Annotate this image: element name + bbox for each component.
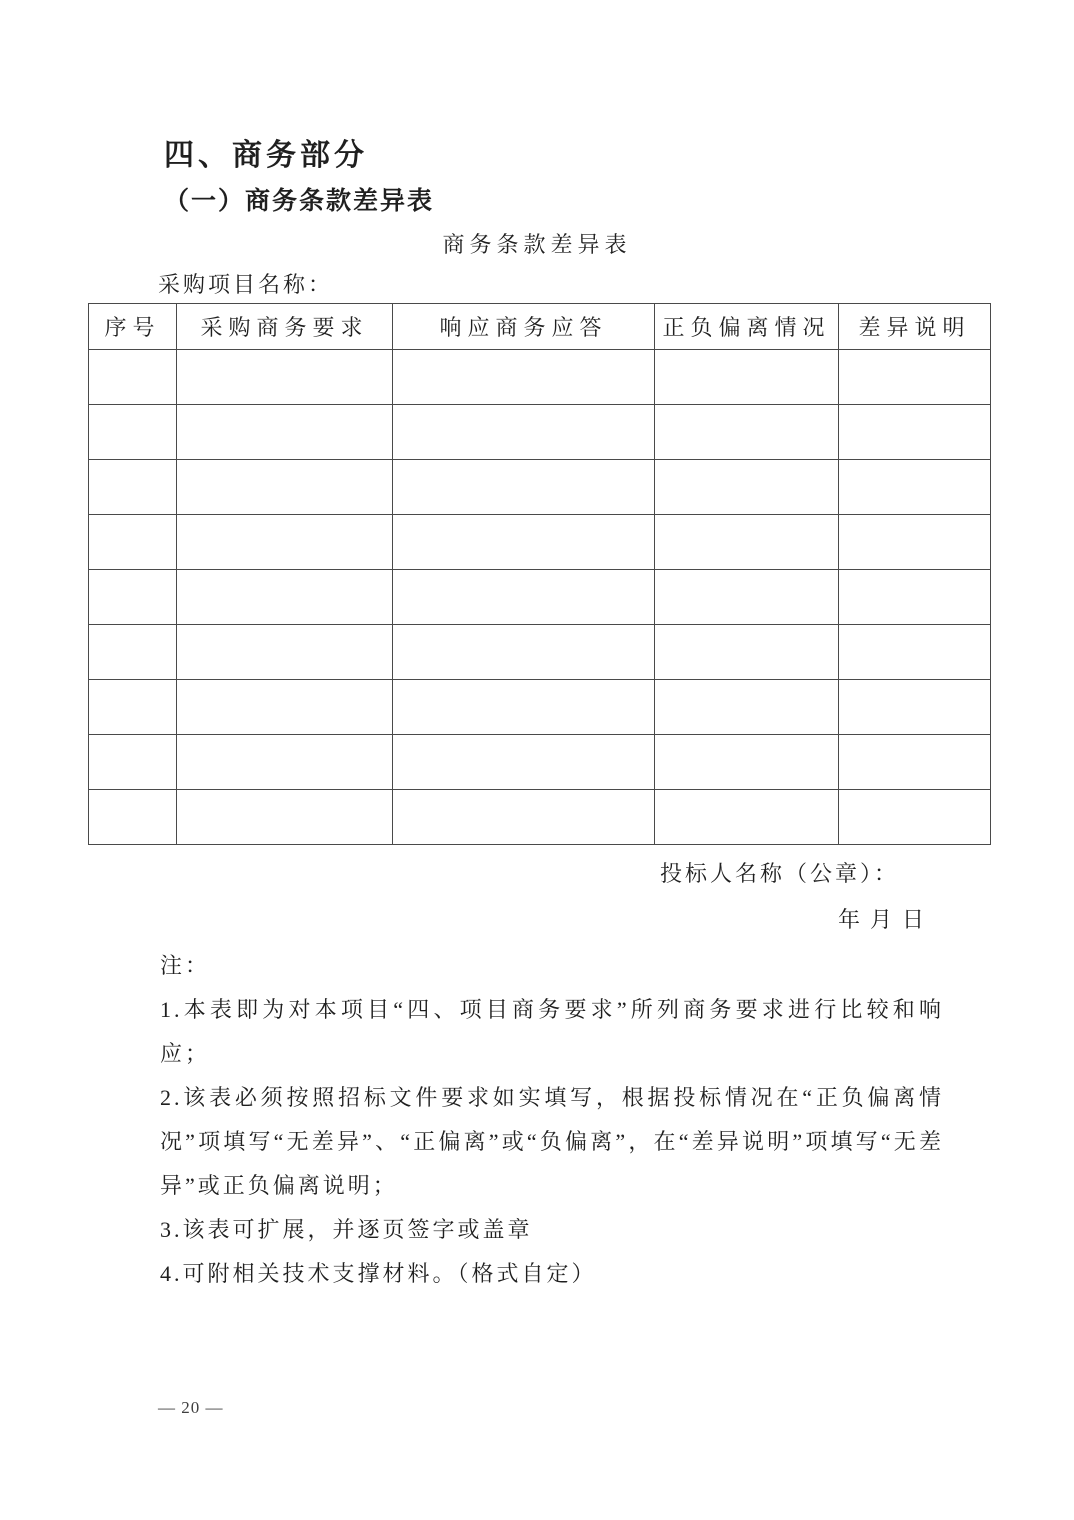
table-row — [89, 405, 991, 460]
table-cell-empty — [89, 515, 177, 570]
table-row — [89, 790, 991, 845]
date-line: 年月日 — [838, 907, 935, 932]
table-cell-empty — [89, 350, 177, 405]
table-cell-empty — [393, 350, 655, 405]
notes-label: 注： — [160, 953, 211, 978]
table-body — [89, 350, 991, 845]
table-header-row — [89, 304, 991, 350]
note-item-1: 1.本表即为对本项目“四、项目商务要求”所列商务要求进行比较和响应； — [160, 997, 944, 1066]
table-cell-empty — [177, 735, 393, 790]
table-cell-empty — [89, 735, 177, 790]
table-cell-empty — [839, 625, 991, 680]
table-cell-empty — [177, 515, 393, 570]
table-cell-empty — [89, 460, 177, 515]
table-row — [89, 625, 991, 680]
table-cell-empty — [655, 405, 839, 460]
table-cell-empty — [393, 570, 655, 625]
table-cell-empty — [655, 350, 839, 405]
table-cell-empty — [177, 790, 393, 845]
table-cell-empty — [393, 625, 655, 680]
table-cell-empty — [655, 460, 839, 515]
project-name-label: 采购项目名称： — [158, 272, 334, 297]
table-cell-empty — [89, 625, 177, 680]
table-cell-empty — [655, 790, 839, 845]
column-header: 差异说明 — [839, 304, 991, 350]
column-header: 序号 — [89, 304, 177, 350]
table-cell-empty — [839, 405, 991, 460]
table-row — [89, 735, 991, 790]
table-cell-empty — [655, 570, 839, 625]
table-cell-empty — [839, 460, 991, 515]
table-row — [89, 680, 991, 735]
table-cell-empty — [89, 405, 177, 460]
note-item-3: 3.该表可扩展，并逐页签字或盖章 — [160, 1217, 533, 1242]
table-cell-empty — [89, 790, 177, 845]
table-row — [89, 350, 991, 405]
table-cell-empty — [839, 515, 991, 570]
column-header: 正负偏离情况 — [655, 304, 839, 350]
table-cell-empty — [393, 515, 655, 570]
table-cell-empty — [655, 625, 839, 680]
table-cell-empty — [839, 790, 991, 845]
notes-section — [160, 944, 944, 1296]
table-cell-empty — [177, 350, 393, 405]
page-number: — 20 — — [158, 1398, 224, 1417]
table-cell-empty — [177, 405, 393, 460]
note-item-2: 2.该表必须按照招标文件要求如实填写，根据投标情况在“正负偏离情况”项填写“无差异”、“正偏离”或“负偏离”，在“差异说明”项填写“无差异”或正负偏离说明； — [160, 1085, 944, 1198]
table-cell-empty — [393, 790, 655, 845]
table-cell-empty — [393, 680, 655, 735]
note-item-4: 4.可附相关技术支撑材料。（格式自定） — [160, 1261, 597, 1286]
column-header: 响应商务应答 — [393, 304, 655, 350]
column-header: 采购商务要求 — [177, 304, 393, 350]
subsection-heading: （一）商务条款差异表 — [164, 188, 435, 215]
table-cell-empty — [177, 460, 393, 515]
table-row — [89, 570, 991, 625]
table-cell-empty — [393, 405, 655, 460]
table-row — [89, 515, 991, 570]
table-cell-empty — [839, 735, 991, 790]
table-cell-empty — [655, 680, 839, 735]
table-cell-empty — [177, 570, 393, 625]
table-row — [89, 460, 991, 515]
table-cell-empty — [393, 460, 655, 515]
table-cell-empty — [655, 515, 839, 570]
table-cell-empty — [839, 680, 991, 735]
table-title: 商务条款差异表 — [442, 232, 632, 257]
section-heading: 四、商务部分 — [164, 139, 368, 172]
bidder-signature-label: 投标人名称（公章）： — [660, 861, 900, 886]
table-cell-empty — [177, 625, 393, 680]
table-cell-empty — [89, 570, 177, 625]
table-cell-empty — [393, 735, 655, 790]
business-terms-difference-table — [88, 303, 991, 845]
table-cell-empty — [89, 680, 177, 735]
table-cell-empty — [177, 680, 393, 735]
table-cell-empty — [839, 570, 991, 625]
table-cell-empty — [839, 350, 991, 405]
table-cell-empty — [655, 735, 839, 790]
